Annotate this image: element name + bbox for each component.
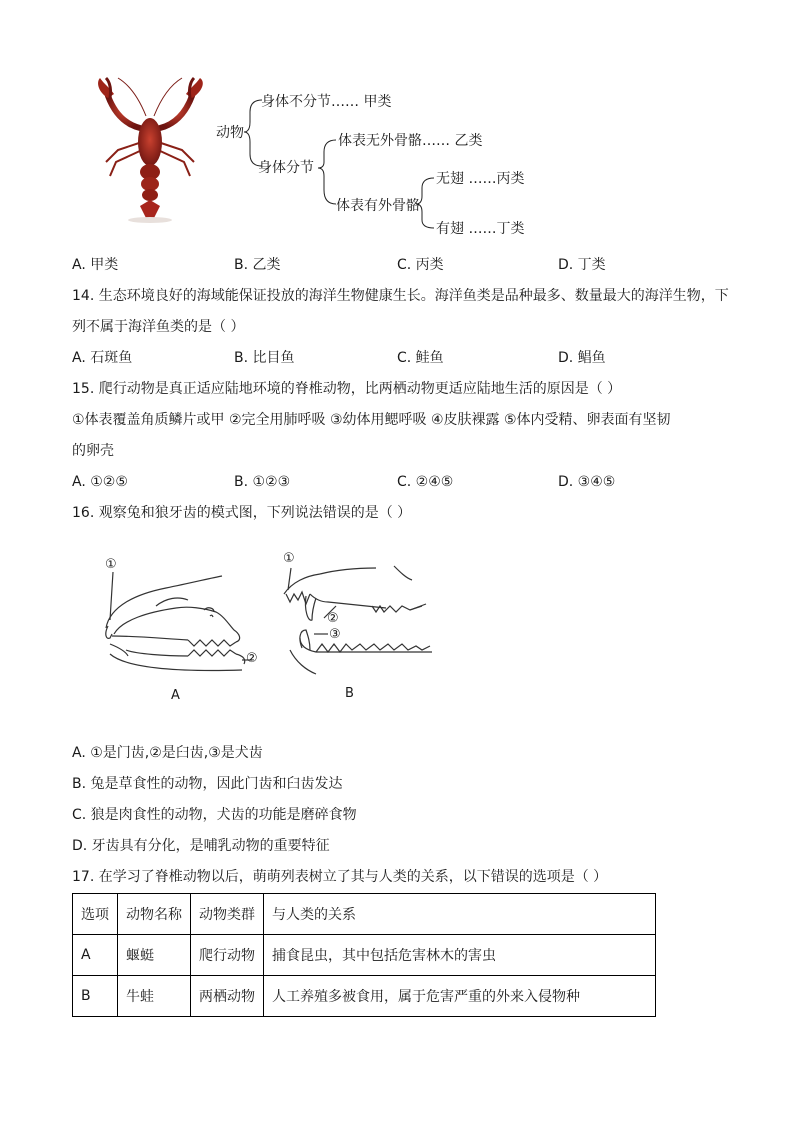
q16-figure-b-caption: B [345, 686, 354, 701]
q16-option-c[interactable]: C. 狼是肉食性的动物，犬齿的功能是磨碎食物 [72, 807, 357, 823]
q15-items-line2: 的卵壳 [72, 443, 114, 459]
q13-option-b[interactable]: B. 乙类 [234, 257, 281, 273]
q16-label-a-2: ② [246, 651, 258, 666]
q16-option-d[interactable]: D. 牙齿具有分化，是哺乳动物的重要特征 [72, 838, 330, 854]
tree-exoskeleton-label: 体表有外骨骼 [336, 198, 420, 214]
table-cell: 牛蛙 [118, 976, 191, 1017]
table-header-cell: 选项 [73, 894, 118, 935]
q14-stem-line1: 14. 生态环境良好的海域能保证投放的海洋生物健康生长。海洋鱼类是品种最多、数量最大的海洋生物，下 [72, 288, 729, 304]
q14-stem-line2: 列不属于海洋鱼类的是（ ） [72, 319, 245, 335]
table-cell: 捕食昆虫，其中包括危害林木的害虫 [264, 935, 656, 976]
table-cell: 人工养殖多被食用，属于危害严重的外来入侵物种 [264, 976, 656, 1017]
q16-label-a-1: ① [105, 557, 117, 572]
q17-stem: 17. 在学习了脊椎动物以后，萌萌列表树立了其与人类的关系，以下错误的选项是（ ） [72, 869, 608, 885]
table-header-cell: 与人类的关系 [264, 894, 656, 935]
tree-unsegmented-label: 身体不分节…… 甲类 [261, 94, 392, 110]
q16-label-b-1: ① [283, 551, 295, 566]
table-cell: 蝘蜓 [118, 935, 191, 976]
table-cell: B [73, 976, 118, 1017]
q16-option-b[interactable]: B. 兔是草食性的动物，因此门齿和臼齿发达 [72, 776, 343, 792]
table-cell: A [73, 935, 118, 976]
q14-option-c[interactable]: C. 鲑鱼 [397, 350, 444, 366]
q14-option-b[interactable]: B. 比目鱼 [234, 350, 295, 366]
table-row[interactable] [73, 976, 656, 1017]
q14-option-d[interactable]: D. 鲳鱼 [558, 350, 606, 366]
q16-label-b-3: ③ [329, 627, 341, 642]
q15-stem: 15. 爬行动物是真正适应陆地环境的脊椎动物，比两栖动物更适应陆地生活的原因是（ ） [72, 381, 622, 397]
q16-option-a[interactable]: A. ①是门齿,②是臼齿,③是犬齿 [72, 745, 263, 761]
q15-option-d[interactable]: D. ③④⑤ [558, 474, 616, 490]
q16-figure-a-caption: A [171, 688, 180, 703]
q13-option-c[interactable]: C. 丙类 [397, 257, 444, 273]
tree-root-label: 动物 [216, 125, 244, 141]
wolf-skull-diagram [276, 550, 436, 690]
q17-table [72, 893, 656, 1017]
q15-option-c[interactable]: C. ②④⑤ [397, 474, 454, 490]
tree-segmented-label: 身体分节 [258, 160, 314, 176]
tree-winged-label: 有翅 ……丁类 [436, 221, 525, 237]
q16-label-b-2: ② [327, 611, 339, 626]
q15-option-b[interactable]: B. ①②③ [234, 474, 291, 490]
table-header-cell: 动物类群 [191, 894, 264, 935]
q15-items-line1: ①体表覆盖角质鳞片或甲 ②完全用肺呼吸 ③幼体用鳃呼吸 ④皮肤裸露 ⑤体内受精、卵表面有坚韧 [72, 412, 671, 428]
q13-option-a[interactable]: A. 甲类 [72, 257, 119, 273]
tree-wingless-label: 无翅 ……丙类 [436, 171, 525, 187]
table-header-cell: 动物名称 [118, 894, 191, 935]
table-cell: 爬行动物 [191, 935, 264, 976]
table-cell: 两栖动物 [191, 976, 264, 1017]
tree-no-exoskeleton-label: 体表无外骨骼…… 乙类 [338, 133, 483, 149]
table-header-row [73, 894, 656, 935]
q14-option-a[interactable]: A. 石斑鱼 [72, 350, 133, 366]
q13-option-d[interactable]: D. 丁类 [558, 257, 606, 273]
q16-stem: 16. 观察兔和狼牙齿的模式图，下列说法错误的是（ ） [72, 505, 412, 521]
rabbit-skull-diagram [96, 556, 276, 706]
table-row[interactable] [73, 935, 656, 976]
q15-option-a[interactable]: A. ①②⑤ [72, 474, 128, 490]
